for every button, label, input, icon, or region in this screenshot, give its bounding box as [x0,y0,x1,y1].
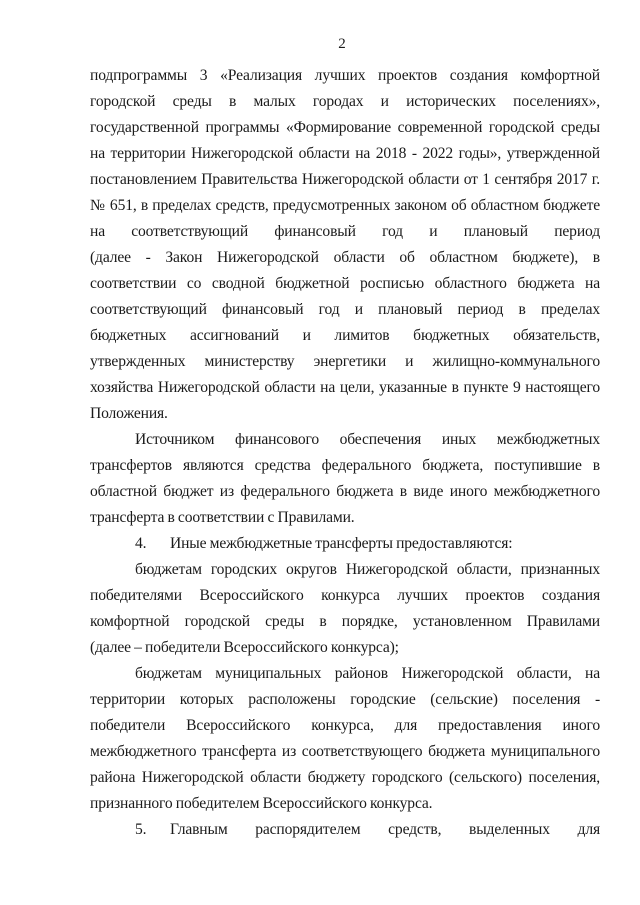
document-body [90,63,600,843]
paragraph-start-line: Источником финансового обеспечения иных межбюджетных [135,431,600,448]
text-line: на соответствующий финансовый год и плановый период [90,223,600,240]
page-number: 2 [338,36,346,52]
text-line: победителями Всероссийского конкурса лучших проектов создания [90,587,600,604]
text-line: соответствии со сводной бюджетной росписью областного бюджета на [90,275,600,292]
text-line: утвержденных министерству энергетики и жилищно-коммунального [90,353,600,370]
text-line: хозяйства Нижегородской области на цели, указанные в пункте 9 настоящего [90,379,600,396]
text-line: городской среды в малых городах и исторических поселениях», [90,93,600,110]
text-line: № 651, в пределах средств, предусмотренных законом об областном бюджете [90,197,600,214]
text-line: межбюджетного трансферта из соответствующего бюджета муниципального [90,743,600,760]
text-line: подпрограммы 3 «Реализация лучших проектов создания комфортной [90,67,600,84]
item-5-number: 5. [135,821,147,838]
item-5-line [90,817,600,843]
text-line: Положения. [90,405,168,422]
item-4-text: Иные межбюджетные трансферты предоставляются: [170,535,513,552]
text-line: (далее - Закон Нижегородской области об областном бюджете), в [90,249,600,266]
text-line: района Нижегородской области бюджету городского (сельского) поселения, [90,769,600,786]
text-line: признанного победителем Всероссийского конкурса. [90,795,433,812]
paragraph-start-line: бюджетам городских округов Нижегородской области, признанных [135,561,600,578]
text-line: государственной программы «Формирование современной городской среды [90,119,600,136]
text-line: бюджетных ассигнований и лимитов бюджетных обязательств, [90,327,600,344]
paragraph-start-line: бюджетам муниципальных районов Нижегородской области, на [135,665,600,682]
text-line: территории которых расположены городские (сельские) поселения - [90,691,600,708]
item-5-text: Главным распорядителем средств, выделенных для [170,821,600,838]
text-line: (далее – победители Всероссийского конкурса); [90,639,399,656]
text-line: победители Всероссийского конкурса, для предоставления иного [90,717,600,734]
text-line: постановлением Правительства Нижегородской области от 1 сентября 2017 г. [90,171,600,188]
text-line: комфортной городской среды в порядке, установленном Правилами [90,613,600,630]
text-line: трансферта в соответствии с Правилами. [90,509,355,526]
item-4-line [90,531,600,557]
text-line: областной бюджет из федерального бюджета в виде иного межбюджетного [90,483,600,500]
text-line: трансфертов являются средства федерального бюджета, поступившие в [90,457,600,474]
item-4-number: 4. [135,535,147,552]
text-line: соответствующий финансовый год и плановый период в пределах [90,301,600,318]
text-line: на территории Нижегородской области на 2018 - 2022 годы», утвержденной [90,145,600,162]
